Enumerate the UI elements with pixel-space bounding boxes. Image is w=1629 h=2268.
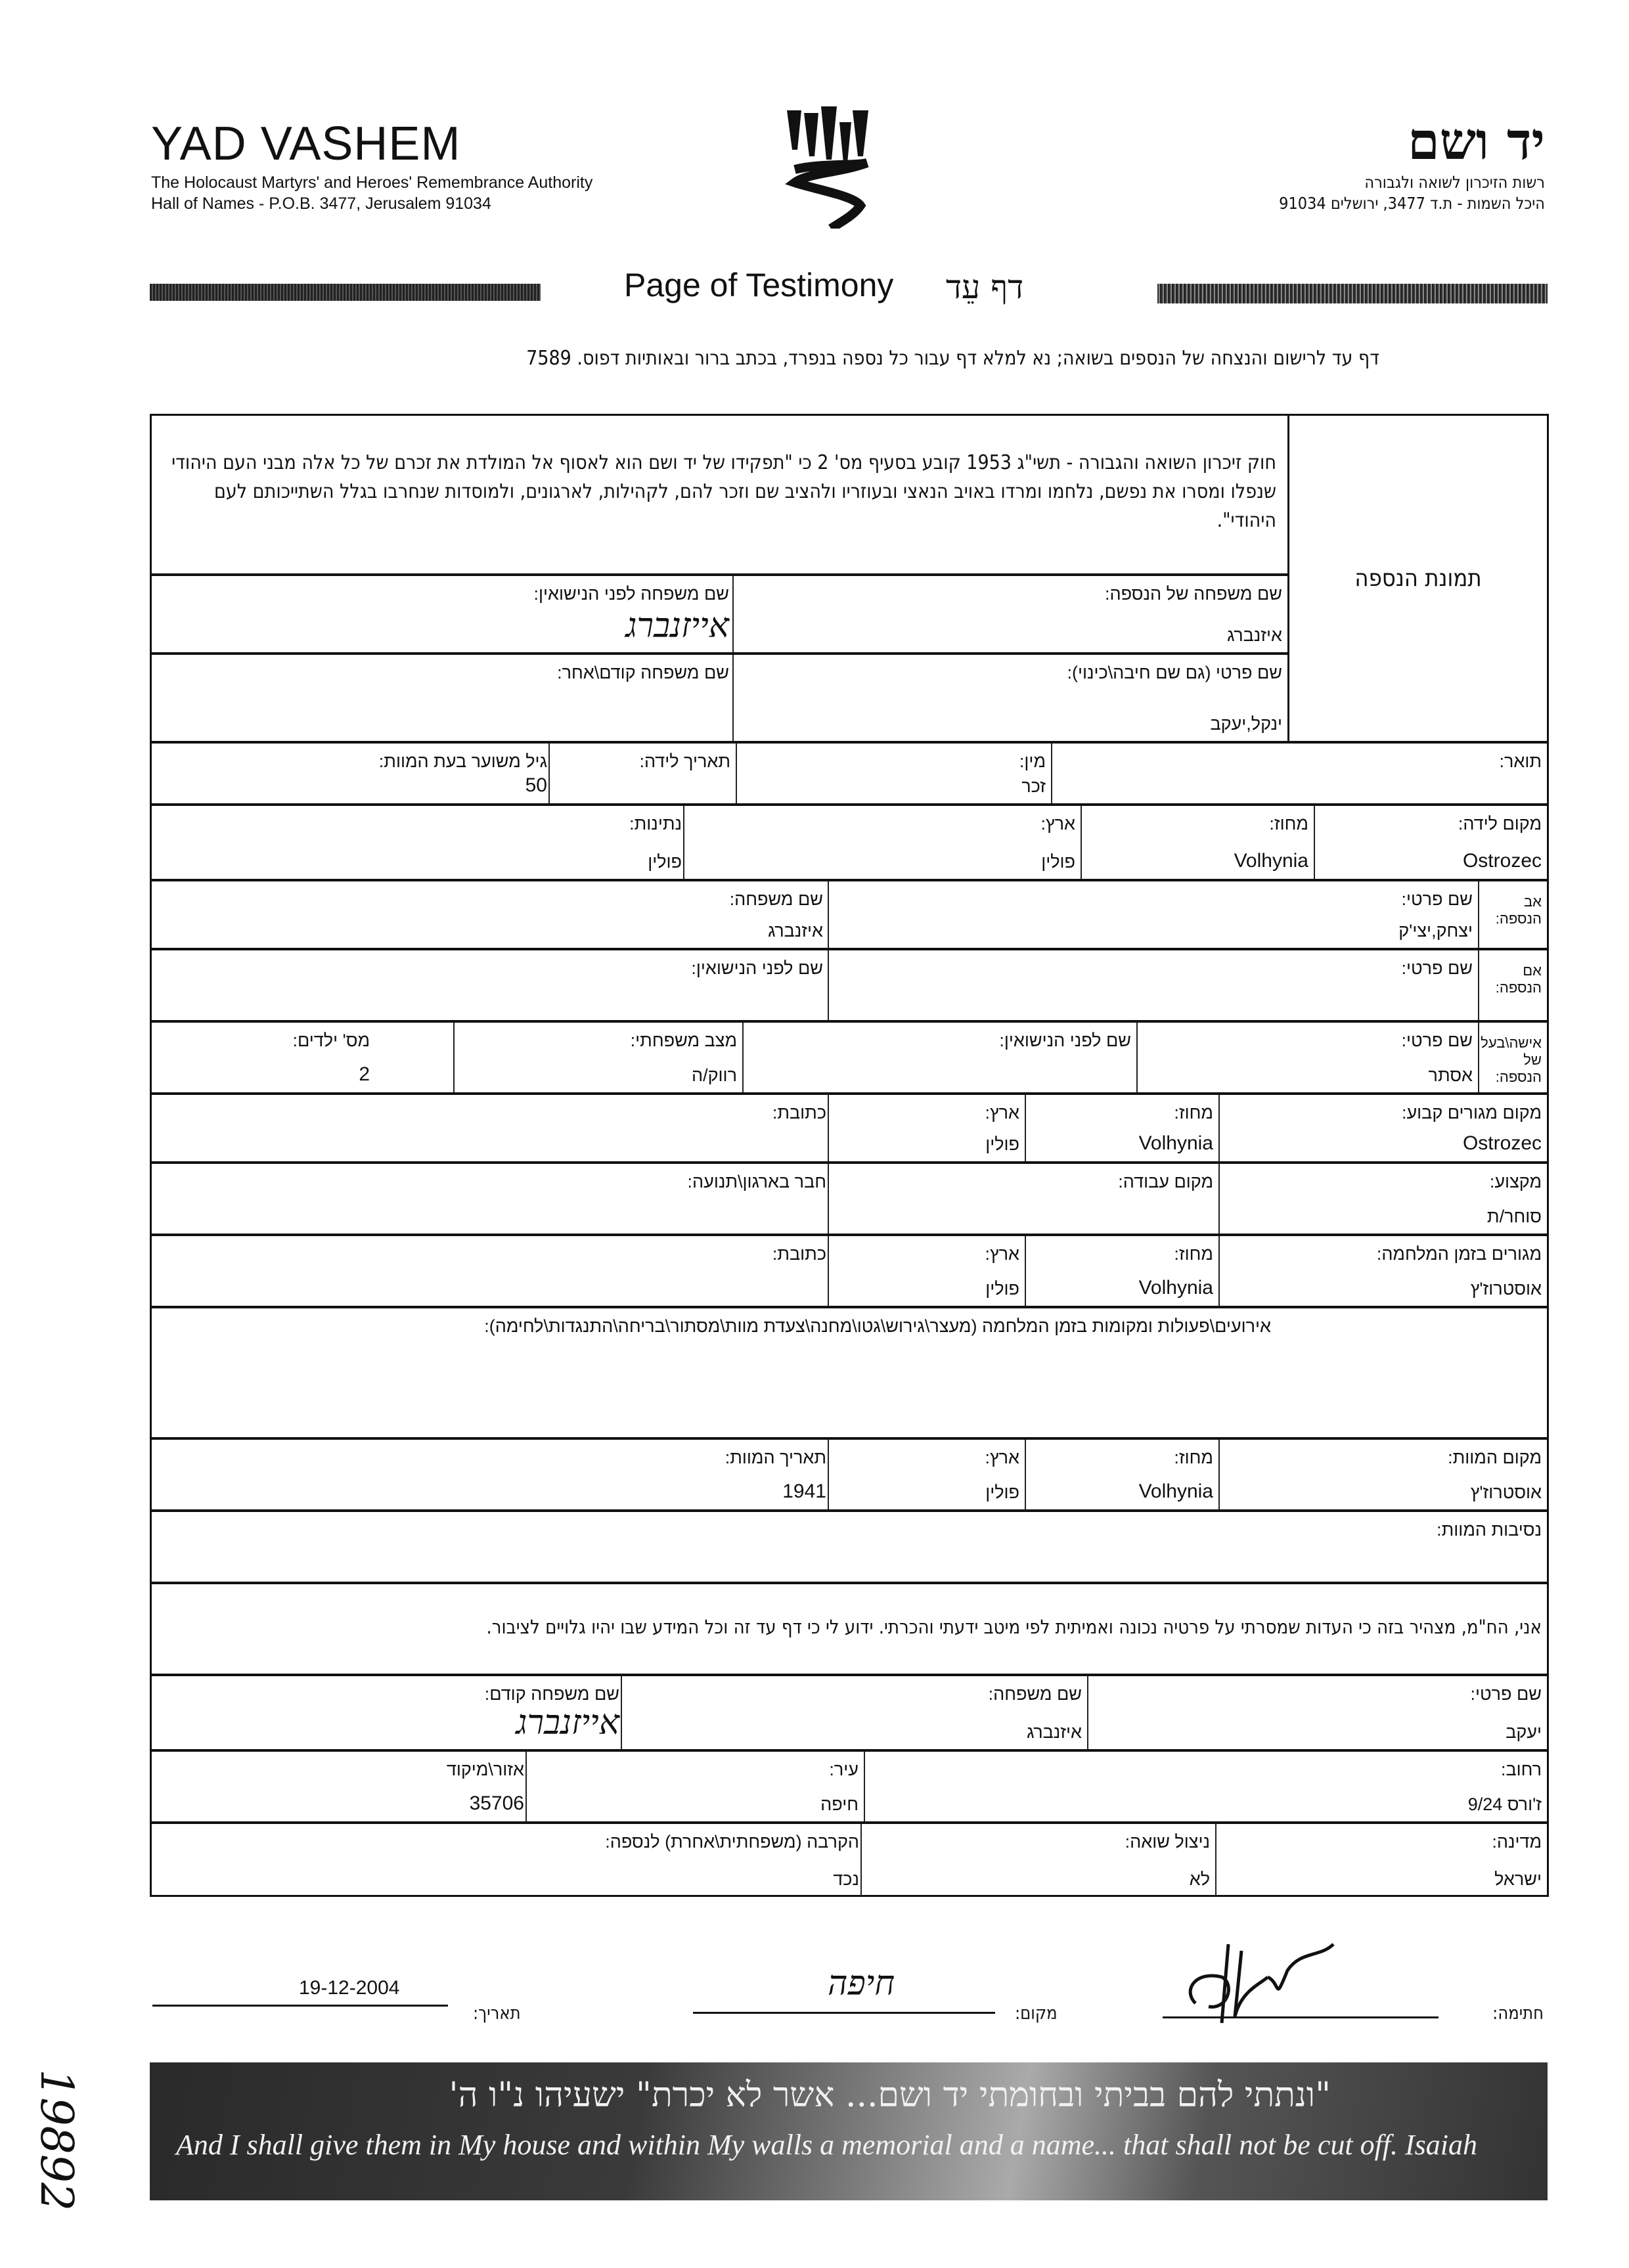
field-father-lastname[interactable]: שם משפחה: איזנברג (729, 889, 823, 941)
victim-firstname-value: ינקל,יעקב (1210, 714, 1282, 734)
field-children-count[interactable]: מס' ילדים: 2 (292, 1031, 370, 1085)
field-spouse-maiden[interactable]: שם לפני הנישואין: (742, 1023, 1136, 1092)
field-nationality[interactable]: נתינות: פולין (629, 814, 682, 872)
field-victim-lastname[interactable]: שם משפחה של הנספה: איזנברג (732, 576, 1287, 652)
org-name-he: יד ושם (1408, 112, 1545, 171)
testimony-form (150, 414, 1549, 1897)
birthplace-value: Ostrozec (1462, 850, 1542, 872)
spouse-section-label: אישה\בעל של הנספה: (1478, 1023, 1547, 1092)
org-address-he: היכל השמות - ת.ד 3477, ירושלים 91034 (1279, 194, 1545, 213)
field-submitter-city[interactable]: עיר: חיפה (525, 1752, 864, 1821)
org-authority-en: The Holocaust Martyrs' and Heroes' Remembrance Authority (151, 173, 593, 192)
row-spouse (152, 1020, 1547, 1092)
field-relation[interactable]: הקרבה (משפחתית\אחרת) לנספה: נכד (605, 1832, 859, 1889)
field-victim-maiden[interactable]: שם משפחה לפני הנישואין: אייזנברג (533, 584, 729, 646)
field-spouse-firstname[interactable]: שם פרטי: אסתר (1136, 1023, 1478, 1092)
field-workplace[interactable]: מקום עבודה: (828, 1164, 1218, 1234)
field-submitter-prevname[interactable]: שם משפחה קודם: אייזנברג (484, 1684, 619, 1743)
field-submitter-lastname[interactable]: שם משפחה: איזנברג (621, 1676, 1087, 1749)
field-survivor[interactable]: ניצול שואה: לא (860, 1824, 1215, 1896)
field-wartime-country[interactable]: ארץ: פולין (828, 1236, 1025, 1306)
field-birth-country[interactable]: ארץ: פולין (683, 806, 1081, 879)
field-death-district[interactable]: מחוז: Volhynia (1025, 1440, 1218, 1509)
victim-photo-area[interactable] (1287, 416, 1547, 741)
row-birthplace (152, 803, 1547, 879)
field-birthplace[interactable]: מקום לידה: Ostrozec (1314, 806, 1547, 879)
row-victim-lastname (152, 573, 1287, 652)
signature-label: חתימה: (1492, 2003, 1544, 2024)
row-wartime (152, 1234, 1547, 1306)
field-victim-prevname[interactable]: שם משפחה קודם\אחר: (557, 663, 729, 682)
gender-value: זכר (1021, 776, 1046, 796)
org-subtitle-he (1279, 172, 1545, 214)
page-title-he: דף עֵד (946, 268, 1024, 306)
date-line[interactable] (152, 2005, 448, 2007)
field-death-place[interactable]: מקום המוות: אוסטרוז'ץ (1218, 1440, 1547, 1509)
field-residence-district[interactable]: מחוז: Volhynia (1025, 1095, 1218, 1161)
row-submitter-name (152, 1674, 1547, 1749)
field-birth-district[interactable]: מחוז: Volhynia (1081, 806, 1314, 879)
victim-lastname-value: איזנברג (1227, 625, 1282, 645)
decorative-bar-left (150, 284, 541, 301)
date-label: תאריך: (473, 2003, 521, 2024)
row-father (152, 879, 1547, 948)
row-victim-firstname (152, 652, 1287, 741)
field-wartime-place[interactable]: מגורים בזמן המלחמה: אוסטרוז'ץ (1218, 1236, 1547, 1306)
field-mother-firstname[interactable]: שם פרטי: (828, 950, 1478, 1020)
row-residence (152, 1092, 1547, 1161)
field-marital-status[interactable]: מצב משפחתי: רווק/ה (453, 1023, 742, 1092)
row-events[interactable] (152, 1306, 1547, 1437)
place-handwritten: חיפה (828, 1964, 895, 2003)
victim-maiden-value-handwritten: אייזנברג (625, 606, 729, 646)
row-occupation (152, 1161, 1547, 1234)
field-age[interactable]: גיל משוער בעת המוות: 50 (378, 751, 547, 796)
field-wartime-district[interactable]: מחוז: Volhynia (1025, 1236, 1218, 1306)
law-text: חוק זיכרון השואה והגבורה - תשי"ג 1953 קובע בסעיף מס' 2 כי "תפקידו של יד ושם הוא לאסוף אל המולדת את זכרם של כל אלה מבני העם היהודי שנפלו ומסרו את נפשם, נלחמו ומרדו באויב הנאצי ובעוזריו ולהציב שם וזכר להם, לקהילות, לארגונים, ולמוסדות שנחרבו בגלל השתייכותם לעם היהודי". (171, 451, 1276, 532)
row-submitter-country (152, 1821, 1547, 1896)
events-label: אירועים\פעולות ומקומות בזמן המלחמה (מעצר\גירוש\גטו\מחנה\צעדת מוות\מסתור\בריחה\התנגדות\לחימה): (484, 1316, 1271, 1336)
place-label: מקום: (1015, 2003, 1058, 2024)
banner-english-verse: And I shall give them in My house and within My walls a memorial and a name... that shall not be cut off. Isaiah (176, 2129, 1478, 2161)
row-death (152, 1437, 1547, 1509)
field-profession[interactable]: מקצוע: סוחר/ת (1218, 1164, 1547, 1234)
org-address-en: Hall of Names - P.O.B. 3477, Jerusalem 91034 (151, 194, 491, 213)
memorial-banner (150, 2062, 1548, 2200)
row-declaration (152, 1582, 1547, 1674)
instructions: דף עד לרישום והנצחה של הנספים בשואה; נא למלא דף עבור כל נספה בנפרד, בכתב ברור ובאותיות דפוס. 7589 (526, 347, 1379, 370)
field-death-country[interactable]: ארץ: פולין (828, 1440, 1025, 1509)
field-wartime-address[interactable]: כתובת: (772, 1244, 826, 1264)
field-submitter-zip[interactable]: אזור\מיקוד 35706 (446, 1760, 524, 1814)
field-residence-address[interactable]: כתובת: (772, 1103, 826, 1123)
org-subtitle-en (151, 172, 592, 214)
banner-hebrew-verse: "ונתתי להם בביתי ובחומתי יד ושם... אשר לא יכרת" ישעיהו נ"ו ה' (449, 2076, 1331, 2115)
field-submitter-firstname[interactable]: שם פרטי: יעקב (1087, 1676, 1547, 1749)
field-father-firstname[interactable]: שם פרטי: יצחק,יצי'ק (828, 881, 1478, 948)
field-residence-country[interactable]: ארץ: פולין (828, 1095, 1025, 1161)
field-victim-firstname[interactable]: שם פרטי (גם שם חיבה\כינוי): ינקל,יעקב (732, 655, 1287, 741)
row-circumstances[interactable]: נסיבות המוות: (152, 1509, 1547, 1582)
field-death-date[interactable]: תאריך המוות: 1941 (725, 1448, 826, 1502)
submitter-prevname-handwritten: אייזנברג (516, 1703, 619, 1743)
place-line[interactable] (693, 2012, 995, 2014)
org-name-en: YAD VASHEM (151, 118, 461, 170)
father-section-label: אב הנספה: (1478, 881, 1547, 948)
field-gender[interactable]: מין: זכר (736, 744, 1051, 803)
field-submitter-country[interactable]: מדינה: ישראל (1215, 1824, 1547, 1896)
photo-label: תמונת הנספה (1354, 565, 1482, 592)
field-birthdate[interactable]: תאריך לידה: (548, 744, 736, 803)
menorah-flame-logo-icon (782, 97, 874, 229)
org-authority-he: רשות הזיכרון לשואה ולגבורה (1364, 173, 1545, 192)
row-victim-details (152, 741, 1547, 803)
row-mother (152, 948, 1547, 1020)
age-value: 50 (525, 774, 547, 796)
date-value: 19-12-2004 (299, 1977, 400, 1999)
decorative-bar-right (1157, 284, 1548, 303)
field-mother-maiden[interactable]: שם לפני הנישואין: (691, 958, 823, 978)
field-submitter-street[interactable]: רחוב: ז'ורס 9/24 (864, 1752, 1547, 1821)
page-title-en: Page of Testimony (624, 267, 894, 303)
mother-section-label: אם הנספה: (1478, 950, 1547, 1020)
field-title[interactable]: תואר: (1051, 744, 1547, 803)
archive-number-handwritten: 19892 (30, 2069, 82, 2212)
signature-handwritten-icon (1169, 1931, 1406, 2033)
field-organization-member[interactable]: חבר בארגון\תנועה: (687, 1172, 826, 1191)
declaration-text: אני, הח"מ, מצהיר בזה כי העדות שמסרתי על פרטיה נכונה ואמיתית לפי מיטב ידעתי והכרתי. ידוע לי כי דף עד זה וכל המידע שבו יהיו גלויים לציבור. (486, 1616, 1542, 1638)
field-residence-place[interactable]: מקום מגורים קבוע: Ostrozec (1218, 1095, 1547, 1161)
row-submitter-address (152, 1749, 1547, 1821)
